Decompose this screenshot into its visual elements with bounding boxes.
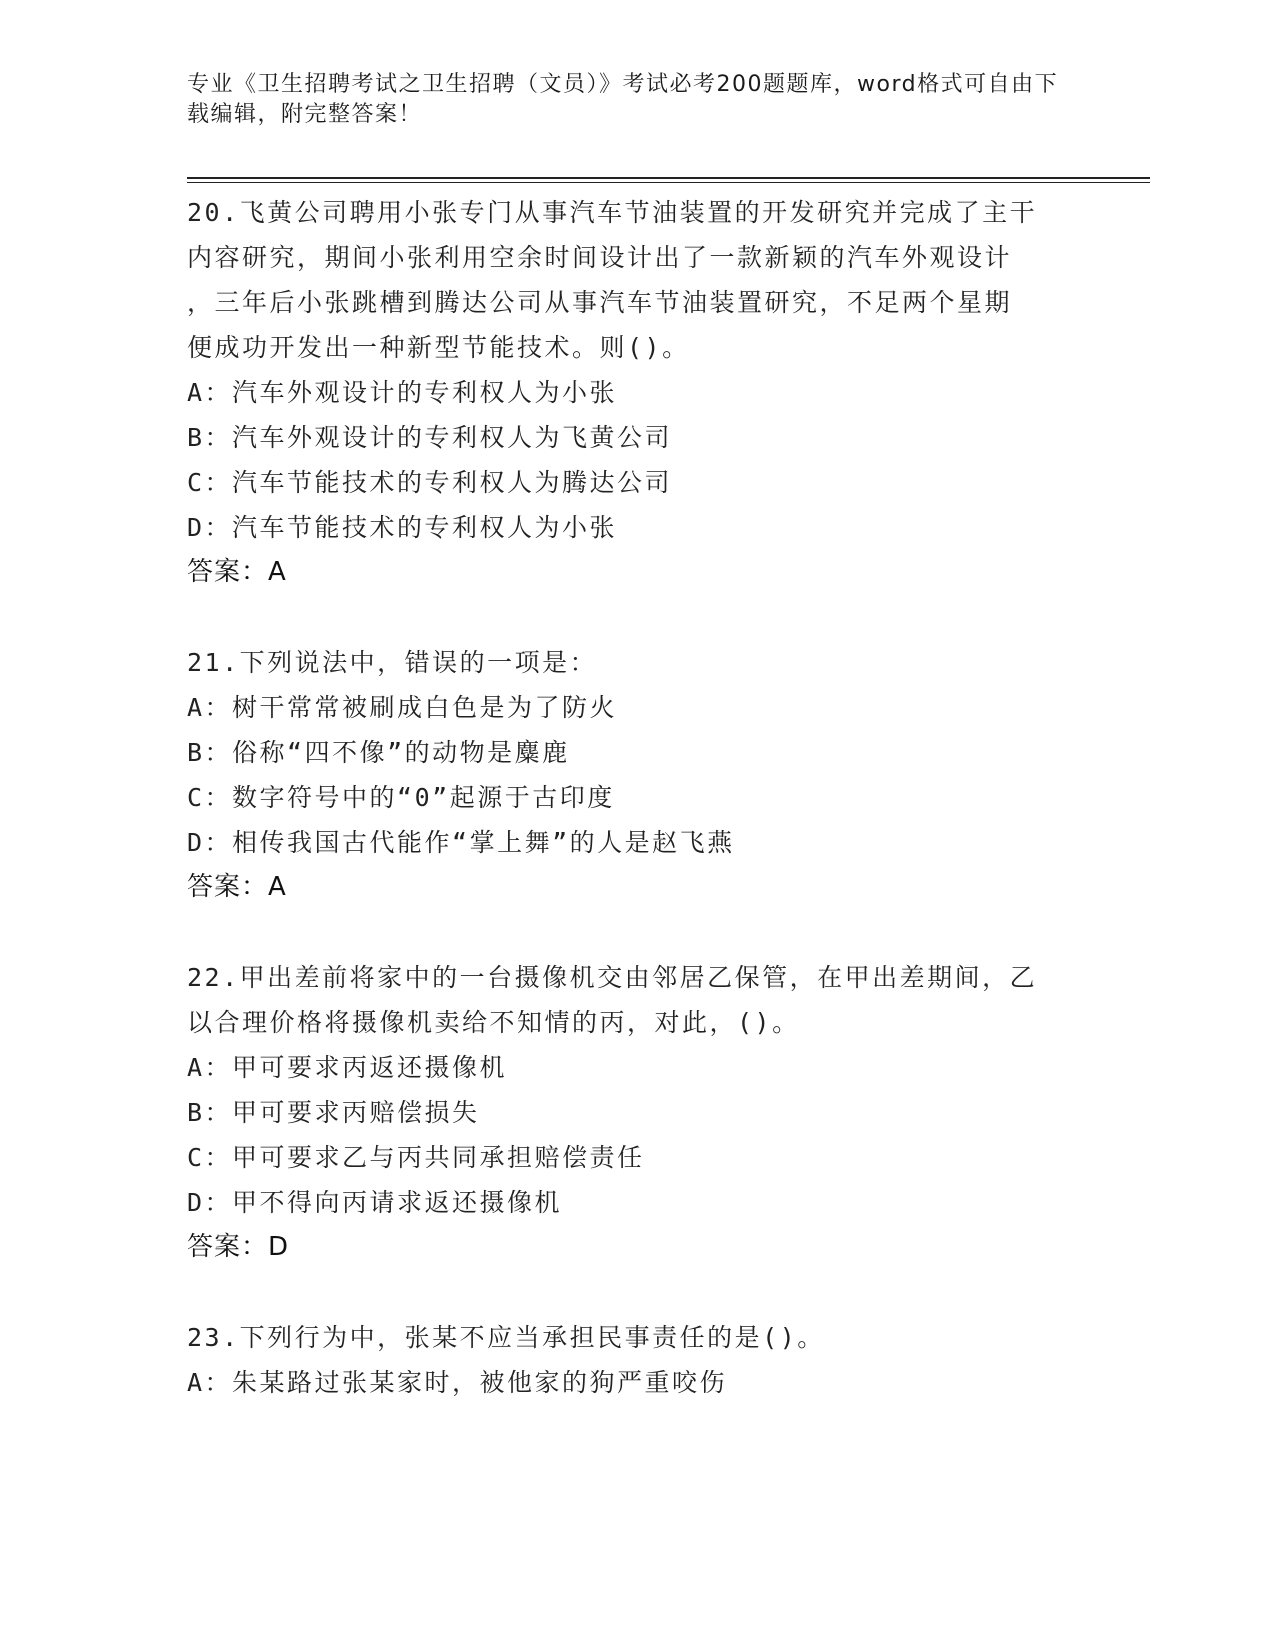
option-d: D：相传我国古代能作“掌上舞”的人是赵飞燕 bbox=[187, 828, 735, 857]
option-b: B：甲可要求丙赔偿损失 bbox=[187, 1098, 480, 1127]
question-stem-line: 23.下列行为中，张某不应当承担民事责任的是()。 bbox=[187, 1323, 825, 1352]
document-header: 专业《卫生招聘考试之卫生招聘（文员）》考试必考200题题库，word格式可自由下载编辑，附完整答案！ bbox=[187, 72, 1059, 127]
option-b: B：汽车外观设计的专利权人为飞黄公司 bbox=[187, 423, 673, 452]
question-list bbox=[187, 190, 1077, 1450]
question-20 bbox=[187, 190, 1077, 595]
question-stem-line: 便成功开发出一种新型节能技术。则()。 bbox=[187, 333, 690, 362]
option-c: C：汽车节能技术的专利权人为腾达公司 bbox=[187, 468, 673, 497]
answer-text: 答案：D bbox=[187, 1232, 290, 1262]
question-stem-line: ，三年后小张跳槽到腾达公司从事汽车节油装置研究，不足两个星期 bbox=[187, 288, 1013, 317]
option-a: A：汽车外观设计的专利权人为小张 bbox=[187, 378, 618, 407]
question-23 bbox=[187, 1315, 1077, 1405]
option-d: D：汽车节能技术的专利权人为小张 bbox=[187, 513, 618, 542]
question-22 bbox=[187, 955, 1077, 1270]
option-d: D：甲不得向丙请求返还摄像机 bbox=[187, 1188, 563, 1217]
question-21 bbox=[187, 640, 1077, 910]
question-stem-line: 22.甲出差前将家中的一台摄像机交由邻居乙保管，在甲出差期间，乙 bbox=[187, 963, 1038, 992]
option-c: C：数字符号中的“0”起源于古印度 bbox=[187, 783, 615, 812]
question-stem-line: 内容研究，期间小张利用空余时间设计出了一款新颖的汽车外观设计 bbox=[187, 243, 1013, 272]
option-c: C：甲可要求乙与丙共同承担赔偿责任 bbox=[187, 1143, 645, 1172]
option-b: B：俗称“四不像”的动物是麋鹿 bbox=[187, 738, 570, 767]
header-divider-thick bbox=[187, 177, 1150, 179]
option-a: A：树干常常被刷成白色是为了防火 bbox=[187, 693, 618, 722]
question-stem-line: 20.飞黄公司聘用小张专门从事汽车节油装置的开发研究并完成了主干 bbox=[187, 198, 1038, 227]
question-stem-line: 以合理价格将摄像机卖给不知情的丙，对此，()。 bbox=[187, 1008, 800, 1037]
header-divider-thin bbox=[187, 182, 1150, 183]
option-a: A：朱某路过张某家时，被他家的狗严重咬伤 bbox=[187, 1368, 728, 1397]
option-a: A：甲可要求丙返还摄像机 bbox=[187, 1053, 508, 1082]
answer-text: 答案：A bbox=[187, 872, 287, 902]
answer-text: 答案：A bbox=[187, 557, 287, 587]
question-stem-line: 21.下列说法中，错误的一项是： bbox=[187, 648, 598, 677]
